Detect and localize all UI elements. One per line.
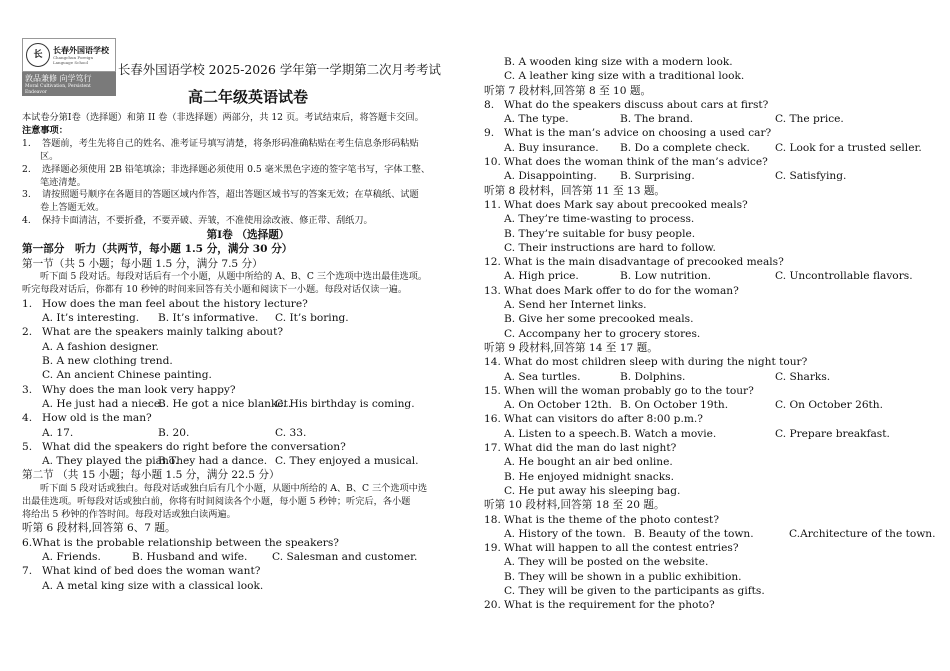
question-number: 4.	[22, 412, 33, 425]
question-text: What does the woman think of the man’s advice?	[504, 156, 768, 169]
option[interactable]: C. They enjoyed a musical.	[275, 455, 419, 468]
question	[484, 126, 924, 155]
school-title: 长春外国语学校 2025-2026 学年第一学期第二次月考考试	[118, 62, 441, 77]
question-number: 11.	[484, 198, 501, 211]
option[interactable]: C. Salesman and customer.	[272, 551, 418, 564]
question-number: 20.	[484, 599, 501, 612]
question	[484, 355, 924, 384]
section1-instruction: 听完每段对话后，你都有 10 秒钟的时间来回答有关小题和阅读下一小题。每段对话仅读一遍。	[22, 283, 408, 295]
options	[484, 427, 924, 441]
options	[484, 527, 936, 541]
school-logo	[22, 38, 116, 96]
section1-title: 第一节（共 5 小题；每小题 1.5 分，满分 7.5 分）	[22, 257, 263, 270]
question	[484, 98, 924, 127]
options	[484, 370, 924, 384]
option[interactable]: B. The brand.	[620, 113, 694, 126]
question-text: What will happen to all the contest entries?	[504, 542, 739, 555]
listen-6-header: 听第 6 段材料,回答第 6、7 题。	[22, 522, 176, 535]
option[interactable]: C. They will be given to the participants as gifts.	[504, 584, 765, 597]
option[interactable]: A. On October 12th.	[504, 399, 612, 412]
option[interactable]: A. The type.	[504, 113, 569, 126]
question-text: What can visitors do after 8:00 p.m.?	[504, 413, 703, 426]
option[interactable]: B. On October 19th.	[620, 399, 729, 412]
question-number: 8.	[484, 98, 495, 111]
option[interactable]: B. He got a nice blanket.	[158, 397, 292, 410]
option[interactable]: B. Low nutrition.	[620, 270, 711, 283]
questions-8-10	[484, 98, 924, 184]
logo-motto: 敦品兼修 向学笃行	[25, 74, 92, 83]
part1-subtitle: 第一部分 听力（共两节，每小题 1.5 分，满分 30 分）	[22, 243, 293, 256]
option[interactable]: B. Do a complete check.	[620, 141, 750, 154]
option[interactable]: C. Uncontrollable flavors.	[775, 270, 913, 283]
option[interactable]: C. He put away his sleeping bag.	[504, 484, 681, 497]
question-number: 17.	[484, 442, 501, 455]
option[interactable]: C. Accompany her to grocery stores.	[504, 327, 701, 340]
question-text: What do most children sleep with during the night tour?	[504, 356, 808, 369]
option[interactable]: C. On October 26th.	[775, 399, 884, 412]
option[interactable]: B. Watch a movie.	[620, 427, 717, 440]
option[interactable]: A. Listen to a speech.	[504, 427, 620, 440]
question-text: What does Mark offer to do for the woman?	[504, 284, 739, 297]
part1-title: 第Ⅰ卷 （选择题）	[206, 229, 290, 242]
options	[22, 454, 474, 468]
question-text: What is the requirement for the photo?	[504, 599, 715, 612]
option[interactable]: A. A metal king size with a classical look.	[42, 579, 264, 592]
question-number: 13.	[484, 284, 501, 297]
exam-title: 高二年级英语试卷	[187, 88, 308, 106]
question-text: How does the man feel about the history lecture?	[42, 297, 308, 310]
questions-14-17	[484, 355, 924, 498]
option[interactable]: C. A leather king size with a traditional look.	[504, 70, 745, 83]
option[interactable]: C. An ancient Chinese painting.	[42, 369, 212, 382]
option[interactable]: C.Architecture of the town.	[789, 527, 936, 540]
option[interactable]: B. A new clothing trend.	[42, 355, 173, 368]
intro-text: 本试卷分第Ⅰ卷（选择题）和第 II 卷（非选择题）两部分，共 12 页。考试结束后，将答题卡交回。	[22, 112, 424, 123]
section2-title: 第二节 （共 15 小题；每小题 1.5 分，满分 22.5 分）	[22, 469, 280, 482]
option[interactable]: B.They had a dance.	[158, 455, 268, 468]
option[interactable]: B. They will be shown in a public exhibition.	[504, 570, 742, 583]
option[interactable]: A. High price.	[504, 270, 579, 283]
question-text: When will the woman probably go to the tour?	[504, 384, 754, 397]
options	[22, 426, 474, 440]
question	[484, 541, 924, 598]
question-text: What does Mark say about precooked meals?	[504, 198, 748, 211]
option[interactable]: B. Husband and wife.	[132, 551, 248, 564]
option[interactable]: A. A fashion designer.	[42, 340, 159, 353]
option[interactable]: B. Beauty of the town.	[634, 527, 754, 540]
question-text: What is the main disadvantage of precooked meals?	[504, 256, 784, 269]
option[interactable]: C. It’s boring.	[275, 312, 349, 325]
notice-item: 4. 保持卡面清洁，不要折叠，不要弄破、弄皱，不准使用涂改液、修正带、刮纸刀。	[22, 215, 373, 227]
questions-1-5	[22, 297, 474, 469]
notice-title: 注意事项：	[22, 124, 68, 136]
options	[22, 550, 474, 564]
question	[484, 284, 924, 341]
question	[484, 412, 924, 441]
questions-18-20	[484, 513, 936, 613]
question-text: What did the speakers do right before the conversation?	[42, 440, 346, 453]
option[interactable]: B. Surprising.	[620, 170, 695, 183]
question	[22, 440, 474, 469]
option[interactable]: B. Dolphins.	[620, 370, 686, 383]
options	[484, 112, 924, 126]
option[interactable]: C. His birthday is coming.	[275, 397, 415, 410]
school-seal-icon: 长	[26, 43, 50, 67]
option[interactable]: A. 17.	[42, 426, 74, 439]
section1-instruction: 听下面 5 段对话。每段对话后有一个小题，从题中所给的 A、B、C 三个选项中选出最佳选项。	[40, 271, 428, 283]
question	[22, 411, 474, 440]
left-body	[22, 112, 474, 593]
option[interactable]: A. Disappointing.	[504, 170, 597, 183]
listen-10-header: 听第 10 段材料,回答第 18 至 20 题。	[484, 499, 665, 512]
question-number: 12.	[484, 256, 501, 269]
option[interactable]: A. Buy insurance.	[504, 141, 599, 154]
question-text: How old is the man?	[42, 412, 152, 425]
question-number: 10.	[484, 156, 501, 169]
options	[22, 311, 474, 325]
option[interactable]: C. Prepare breakfast.	[775, 427, 890, 440]
question-7: 7. What kind of bed does the woman want? A. A metal king size with a classical look.	[22, 564, 474, 593]
option[interactable]: C. Look for a trusted seller.	[775, 141, 922, 154]
option[interactable]: C. The price.	[775, 113, 844, 126]
question	[22, 383, 474, 412]
listen-8-header: 听第 8 段材料，回答第 11 至 13 题。	[484, 184, 666, 197]
option[interactable]: A. Send her Internet links.	[504, 299, 647, 312]
options	[484, 269, 924, 283]
question-text: Why does the man look very happy?	[42, 383, 236, 396]
notice-item: 1. 答题前，考生先将自己的姓名、准考证号填写清楚，将条形码准确粘贴在考生信息条形码粘贴 区。	[22, 137, 419, 162]
question	[484, 441, 924, 498]
question-6: 6.What is the probable relationship between the speakers? A. Friends. B. Husband and wife. C. Salesman and customer.	[22, 536, 474, 565]
question	[484, 513, 936, 542]
option[interactable]: C. 33.	[275, 426, 307, 439]
notice-item: 3. 请按照题号顺序在各题目的答题区域内作答，超出答题区域书写的答案无效；在草稿纸、试题 卷上答题无效。	[22, 189, 419, 214]
notice-item: 2. 选择题必须使用 2B 铅笔填涂；非选择题必须使用 0.5 毫米黑色字迹的签字笔书写，字体工整、 笔迹清楚。	[22, 163, 431, 188]
question	[22, 297, 474, 326]
question-number: 2.	[22, 326, 33, 339]
option[interactable]: B. He enjoyed midnight snacks.	[504, 470, 674, 483]
logo-motto-en: Moral Cultivation, Persistent Endeavor	[25, 84, 91, 95]
section2-instruction: 将给出 5 秒钟的作答时间。每段对话或独白读两遍。	[22, 508, 236, 520]
section2-instruction: 听下面 5 段对话或独白。每段对话或独白后有几个小题，从题中所给的 A、B、C 三个选项中选	[40, 482, 428, 494]
logo-name: 长春外国语学校	[53, 45, 109, 55]
question-number: 9.	[484, 127, 495, 140]
question-number: 18.	[484, 513, 501, 526]
question-number: 5.	[22, 440, 33, 453]
listen-9-header: 听第 9 段材料,回答第 14 至 17 题。	[484, 341, 658, 354]
question-number: 19.	[484, 542, 501, 555]
question	[484, 598, 924, 612]
question-text: What did the man do last night?	[504, 442, 677, 455]
option[interactable]: B. 20.	[158, 426, 190, 439]
notice-list	[22, 138, 474, 228]
options	[484, 141, 924, 155]
question	[484, 384, 924, 413]
listen-7-header: 听第 7 段材料,回答第 8 至 10 题。	[484, 84, 652, 97]
logo-subtitle: Changchun Foreign Language School	[53, 55, 94, 65]
option[interactable]: C. Their instructions are hard to follow.	[504, 241, 716, 254]
option[interactable]: A. History of the town.	[504, 527, 626, 540]
question-number: 1.	[22, 297, 33, 310]
option[interactable]: B. They’re suitable for busy people.	[504, 227, 696, 240]
question	[484, 255, 924, 284]
option[interactable]: A. He bought an air bed online.	[504, 456, 673, 469]
questions-11-13	[484, 198, 924, 341]
section2-instruction: 出最佳选项。听每段对话或独白前，你将有时间阅读各个小题，每小题 5 秒钟；听完后，各小题	[22, 495, 411, 507]
question-number: 15.	[484, 384, 501, 397]
option[interactable]: B. A wooden king size with a modern look.	[504, 56, 733, 68]
question-text: What are the speakers mainly talking about?	[42, 326, 284, 339]
options	[484, 169, 924, 183]
option[interactable]: A. Friends.	[42, 551, 101, 564]
question	[22, 325, 474, 382]
option[interactable]: B. Give her some precooked meals.	[504, 313, 694, 326]
option[interactable]: A. Sea turtles.	[504, 370, 581, 383]
option[interactable]: A. They will be posted on the website.	[504, 556, 709, 569]
option[interactable]: C. Satisfying.	[775, 170, 847, 183]
question-number: 14.	[484, 356, 501, 369]
option[interactable]: A. It’s interesting.	[42, 312, 140, 325]
options	[484, 398, 924, 412]
option[interactable]: A. He just had a niece.	[42, 397, 164, 410]
option[interactable]: A. They’re time-wasting to process.	[504, 213, 695, 226]
option[interactable]: A. They played the piano.	[42, 455, 179, 468]
question-text: What is the theme of the photo contest?	[504, 513, 719, 526]
option[interactable]: B. It’s informative.	[158, 312, 259, 325]
question-text: What do the speakers discuss about cars at first?	[504, 98, 769, 111]
question-number: 16.	[484, 413, 501, 426]
options	[22, 397, 474, 411]
question-number: 3.	[22, 383, 33, 396]
option[interactable]: C. Sharks.	[775, 370, 831, 383]
question	[484, 155, 924, 184]
question	[484, 198, 924, 255]
question-text: What is the man’s advice on choosing a used car?	[504, 127, 772, 140]
